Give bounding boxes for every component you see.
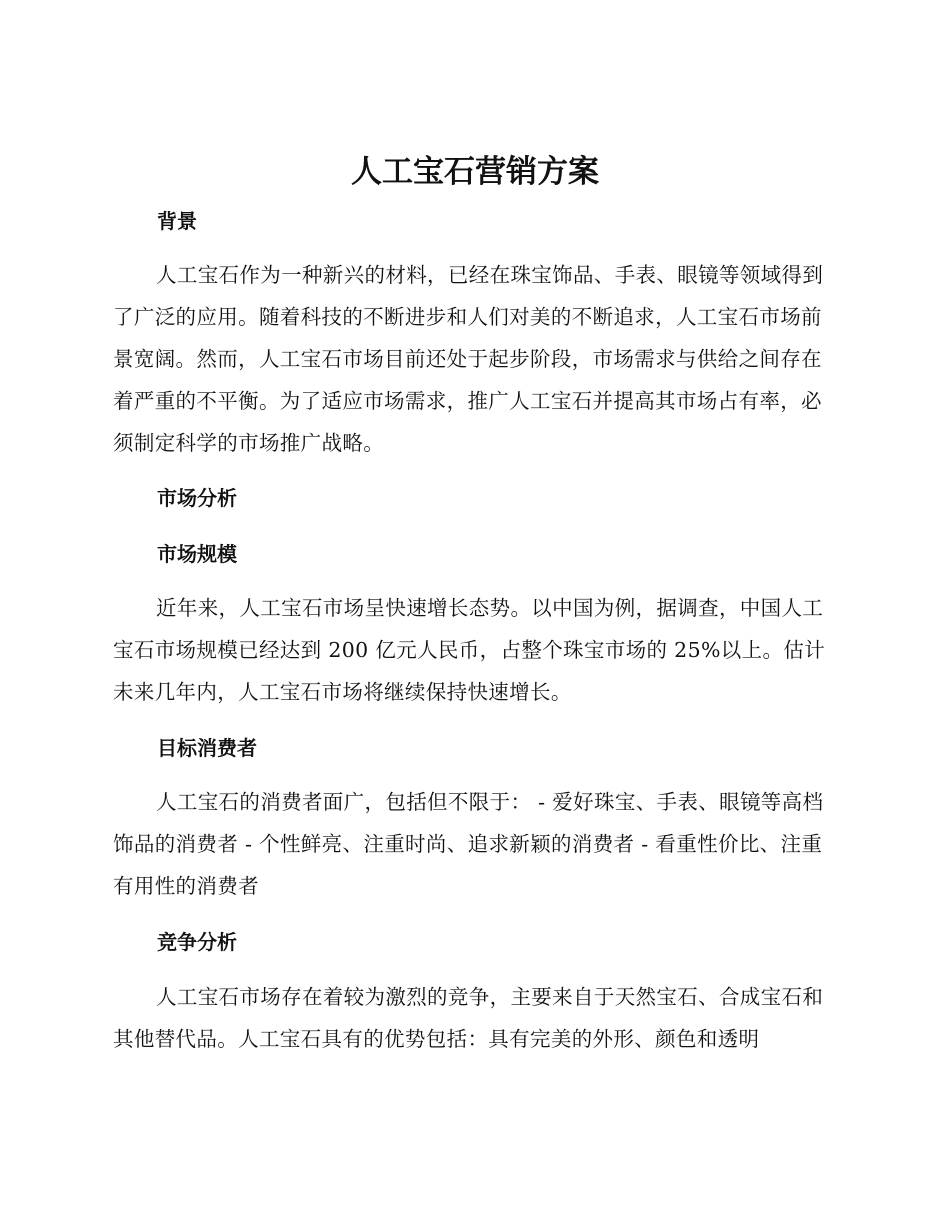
section-paragraph-background: 人工宝石作为一种新兴的材料，已经在珠宝饰品、手表、眼镜等领域得到了广泛的应用。随着科技的不断进步和人们对美的不断追求，人工宝石市场前景宽阔。然而，人工宝石市场目前还处于起步阶段，市场需求与供给之间存在着严重的不平衡。为了适应市场需求，推广人工宝石并提高其市场占有率，必须制定科学的市场推广战略。 (113, 263, 824, 455)
section-heading-background: 背景 (157, 209, 197, 233)
section-heading-market-analysis: 市场分析 (157, 486, 237, 510)
section-paragraph-market-size: 近年来，人工宝石市场呈快速增长态势。以中国为例，据调查，中国人工宝石市场规模已经达到 200 亿元人民币，占整个珠宝市场的 25%以上。估计未来几年内，人工宝石市场将继续保持快速增长。 (113, 596, 826, 704)
section-heading-market-size: 市场规模 (157, 542, 237, 566)
section-paragraph-target-consumers: 人工宝石的消费者面广，包括但不限于： - 爱好珠宝、手表、眼镜等高档饰品的消费者 - 个性鲜亮、注重时尚、追求新颖的消费者 - 看重性价比、注重有用性的消费者 (113, 790, 824, 898)
document-title: 人工宝石营销方案 (351, 154, 599, 190)
section-heading-target-consumers: 目标消费者 (157, 736, 257, 760)
section-heading-competition-analysis: 竞争分析 (157, 930, 237, 954)
section-paragraph-competition-analysis: 人工宝石市场存在着较为激烈的竞争，主要来自于天然宝石、合成宝石和其他替代品。人工宝石具有的优势包括：具有完美的外形、颜色和透明 (113, 985, 824, 1051)
